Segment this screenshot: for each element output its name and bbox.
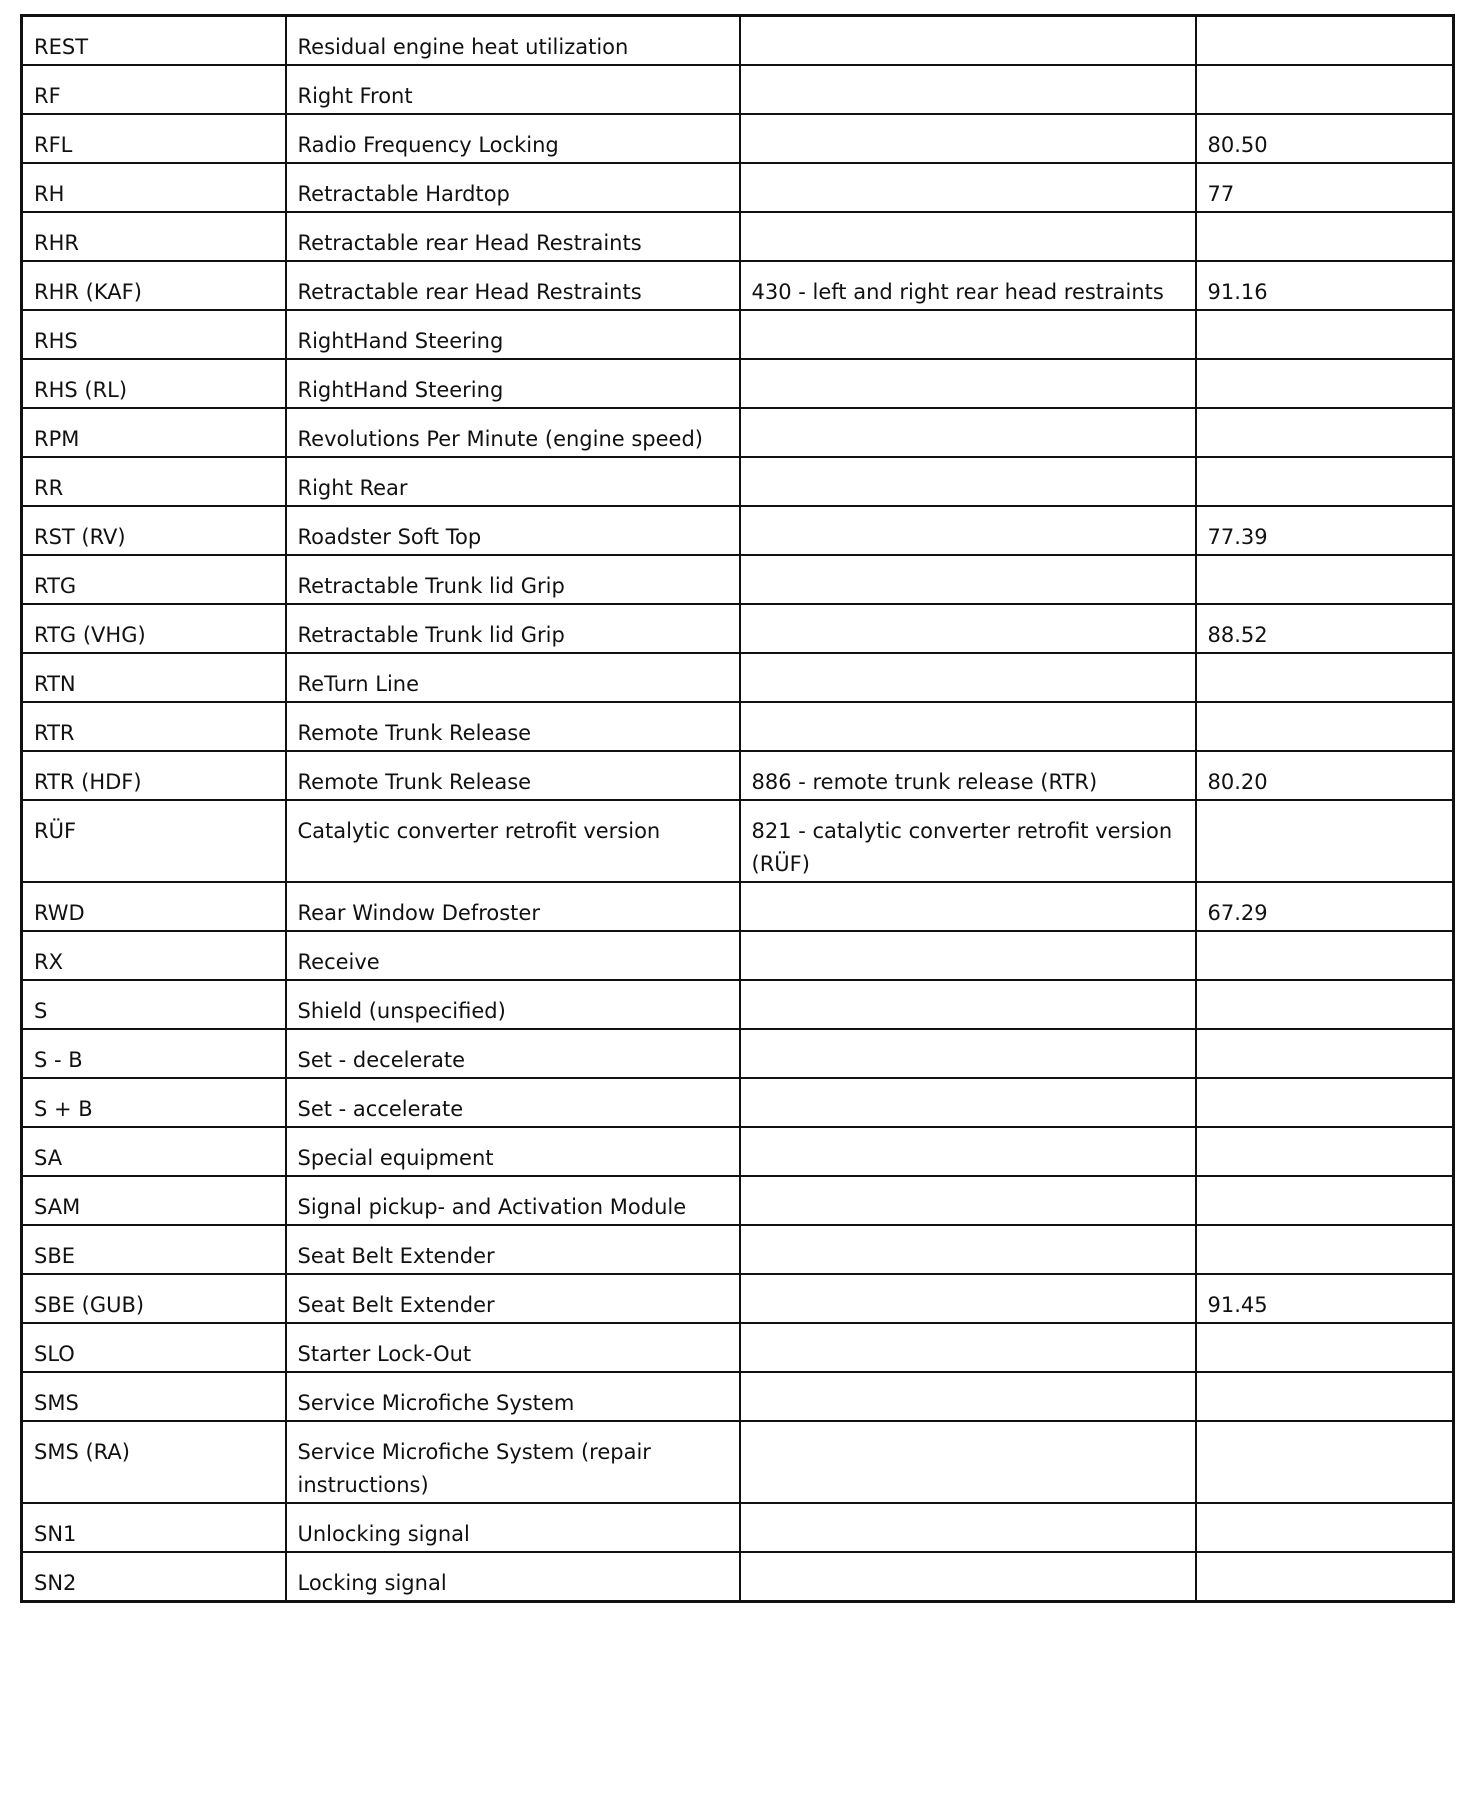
reference-cell	[1196, 65, 1454, 114]
abbreviation-cell: SMS (RA)	[22, 1421, 286, 1503]
table-row	[22, 980, 1454, 1029]
table-row	[22, 1274, 1454, 1323]
abbreviation-cell: SMS	[22, 1372, 286, 1421]
meaning-cell: Set - decelerate	[286, 1029, 740, 1078]
table-row	[22, 1078, 1454, 1127]
table-row	[22, 506, 1454, 555]
option-code-cell: 430 - left and right rear head restraints	[740, 261, 1196, 310]
option-code-cell	[740, 212, 1196, 261]
reference-cell	[1196, 1323, 1454, 1372]
option-code-cell	[740, 931, 1196, 980]
option-code-cell	[740, 1323, 1196, 1372]
abbreviation-cell: S	[22, 980, 286, 1029]
reference-cell	[1196, 702, 1454, 751]
abbreviation-cell: REST	[22, 16, 286, 66]
table-row	[22, 882, 1454, 931]
table-row	[22, 604, 1454, 653]
table-row	[22, 1029, 1454, 1078]
abbreviation-cell: SBE	[22, 1225, 286, 1274]
table-row	[22, 261, 1454, 310]
meaning-cell: Remote Trunk Release	[286, 702, 740, 751]
reference-cell: 80.20	[1196, 751, 1454, 800]
option-code-cell	[740, 555, 1196, 604]
table-row	[22, 751, 1454, 800]
reference-cell	[1196, 980, 1454, 1029]
meaning-cell: Roadster Soft Top	[286, 506, 740, 555]
option-code-cell	[740, 16, 1196, 66]
reference-cell	[1196, 653, 1454, 702]
reference-cell: 91.16	[1196, 261, 1454, 310]
reference-cell: 80.50	[1196, 114, 1454, 163]
meaning-cell: Signal pickup- and Activation Module	[286, 1176, 740, 1225]
abbreviation-cell: RTR	[22, 702, 286, 751]
abbreviation-cell: RHS	[22, 310, 286, 359]
reference-cell	[1196, 1029, 1454, 1078]
table-row	[22, 1127, 1454, 1176]
option-code-cell	[740, 1372, 1196, 1421]
reference-cell	[1196, 1127, 1454, 1176]
reference-cell	[1196, 212, 1454, 261]
option-code-cell	[740, 1421, 1196, 1503]
option-code-cell	[740, 457, 1196, 506]
reference-cell: 88.52	[1196, 604, 1454, 653]
option-code-cell: 886 - remote trunk release (RTR)	[740, 751, 1196, 800]
abbreviation-cell: RH	[22, 163, 286, 212]
option-code-cell	[740, 1176, 1196, 1225]
meaning-cell: Remote Trunk Release	[286, 751, 740, 800]
reference-cell	[1196, 1078, 1454, 1127]
option-code-cell	[740, 310, 1196, 359]
meaning-cell: RightHand Steering	[286, 310, 740, 359]
meaning-cell: Retractable rear Head Restraints	[286, 261, 740, 310]
option-code-cell	[740, 506, 1196, 555]
meaning-cell: Service Microfiche System (repair instructions)	[286, 1421, 740, 1503]
meaning-cell: Unlocking signal	[286, 1503, 740, 1552]
abbreviation-cell: SLO	[22, 1323, 286, 1372]
meaning-cell: Residual engine heat utilization	[286, 16, 740, 66]
abbreviation-cell: S - B	[22, 1029, 286, 1078]
abbreviation-cell: RÜF	[22, 800, 286, 882]
option-code-cell	[740, 1029, 1196, 1078]
reference-cell	[1196, 457, 1454, 506]
meaning-cell: Locking signal	[286, 1552, 740, 1602]
option-code-cell	[740, 1552, 1196, 1602]
reference-cell	[1196, 1552, 1454, 1602]
abbreviation-table	[20, 14, 1455, 1603]
option-code-cell	[740, 1274, 1196, 1323]
reference-cell	[1196, 931, 1454, 980]
meaning-cell: Set - accelerate	[286, 1078, 740, 1127]
option-code-cell	[740, 114, 1196, 163]
abbreviation-cell: SN1	[22, 1503, 286, 1552]
reference-cell: 67.29	[1196, 882, 1454, 931]
meaning-cell: Radio Frequency Locking	[286, 114, 740, 163]
reference-cell	[1196, 1503, 1454, 1552]
option-code-cell	[740, 653, 1196, 702]
abbreviation-cell: RHR	[22, 212, 286, 261]
abbreviation-cell: RR	[22, 457, 286, 506]
meaning-cell: Retractable Trunk lid Grip	[286, 604, 740, 653]
option-code-cell	[740, 1078, 1196, 1127]
abbreviation-table-body	[22, 16, 1454, 1602]
meaning-cell: Service Microfiche System	[286, 1372, 740, 1421]
abbreviation-cell: RF	[22, 65, 286, 114]
option-code-cell	[740, 1127, 1196, 1176]
abbreviation-cell: RWD	[22, 882, 286, 931]
option-code-cell	[740, 1503, 1196, 1552]
meaning-cell: Starter Lock-Out	[286, 1323, 740, 1372]
option-code-cell: 821 - catalytic converter retrofit version (RÜF)	[740, 800, 1196, 882]
abbreviation-cell: RTR (HDF)	[22, 751, 286, 800]
meaning-cell: Shield (unspecified)	[286, 980, 740, 1029]
table-row	[22, 931, 1454, 980]
meaning-cell: Right Front	[286, 65, 740, 114]
reference-cell: 77.39	[1196, 506, 1454, 555]
table-row	[22, 1176, 1454, 1225]
table-row	[22, 408, 1454, 457]
option-code-cell	[740, 1225, 1196, 1274]
option-code-cell	[740, 604, 1196, 653]
table-row	[22, 1372, 1454, 1421]
abbreviation-cell: SN2	[22, 1552, 286, 1602]
reference-cell	[1196, 1176, 1454, 1225]
table-row	[22, 1225, 1454, 1274]
reference-cell	[1196, 800, 1454, 882]
abbreviation-cell: RHR (KAF)	[22, 261, 286, 310]
reference-cell	[1196, 310, 1454, 359]
table-row	[22, 1421, 1454, 1503]
meaning-cell: Rear Window Defroster	[286, 882, 740, 931]
table-row	[22, 457, 1454, 506]
abbreviation-cell: RHS (RL)	[22, 359, 286, 408]
table-row	[22, 1323, 1454, 1372]
reference-cell	[1196, 1225, 1454, 1274]
reference-cell	[1196, 408, 1454, 457]
meaning-cell: Right Rear	[286, 457, 740, 506]
abbreviation-cell: RST (RV)	[22, 506, 286, 555]
abbreviation-cell: SAM	[22, 1176, 286, 1225]
option-code-cell	[740, 359, 1196, 408]
option-code-cell	[740, 882, 1196, 931]
table-row	[22, 359, 1454, 408]
reference-cell	[1196, 1372, 1454, 1421]
table-row	[22, 702, 1454, 751]
abbreviation-cell: S + B	[22, 1078, 286, 1127]
reference-cell	[1196, 359, 1454, 408]
abbreviation-cell: RTG	[22, 555, 286, 604]
option-code-cell	[740, 65, 1196, 114]
reference-cell: 91.45	[1196, 1274, 1454, 1323]
abbreviation-cell: SBE (GUB)	[22, 1274, 286, 1323]
meaning-cell: Receive	[286, 931, 740, 980]
meaning-cell: Revolutions Per Minute (engine speed)	[286, 408, 740, 457]
abbreviation-cell: SA	[22, 1127, 286, 1176]
meaning-cell: ReTurn Line	[286, 653, 740, 702]
reference-cell	[1196, 16, 1454, 66]
table-row	[22, 1552, 1454, 1602]
meaning-cell: Retractable Hardtop	[286, 163, 740, 212]
meaning-cell: RightHand Steering	[286, 359, 740, 408]
abbreviation-cell: RTG (VHG)	[22, 604, 286, 653]
meaning-cell: Catalytic converter retrofit version	[286, 800, 740, 882]
abbreviation-cell: RPM	[22, 408, 286, 457]
abbreviation-cell: RTN	[22, 653, 286, 702]
table-row	[22, 212, 1454, 261]
option-code-cell	[740, 408, 1196, 457]
reference-cell	[1196, 1421, 1454, 1503]
table-row	[22, 65, 1454, 114]
option-code-cell	[740, 702, 1196, 751]
meaning-cell: Retractable Trunk lid Grip	[286, 555, 740, 604]
table-row	[22, 310, 1454, 359]
abbreviation-cell: RFL	[22, 114, 286, 163]
table-row	[22, 16, 1454, 66]
reference-cell: 77	[1196, 163, 1454, 212]
table-row	[22, 800, 1454, 882]
table-row	[22, 114, 1454, 163]
table-row	[22, 1503, 1454, 1552]
option-code-cell	[740, 163, 1196, 212]
reference-cell	[1196, 555, 1454, 604]
meaning-cell: Retractable rear Head Restraints	[286, 212, 740, 261]
meaning-cell: Special equipment	[286, 1127, 740, 1176]
abbreviation-cell: RX	[22, 931, 286, 980]
meaning-cell: Seat Belt Extender	[286, 1225, 740, 1274]
table-row	[22, 555, 1454, 604]
table-row	[22, 163, 1454, 212]
option-code-cell	[740, 980, 1196, 1029]
table-row	[22, 653, 1454, 702]
meaning-cell: Seat Belt Extender	[286, 1274, 740, 1323]
